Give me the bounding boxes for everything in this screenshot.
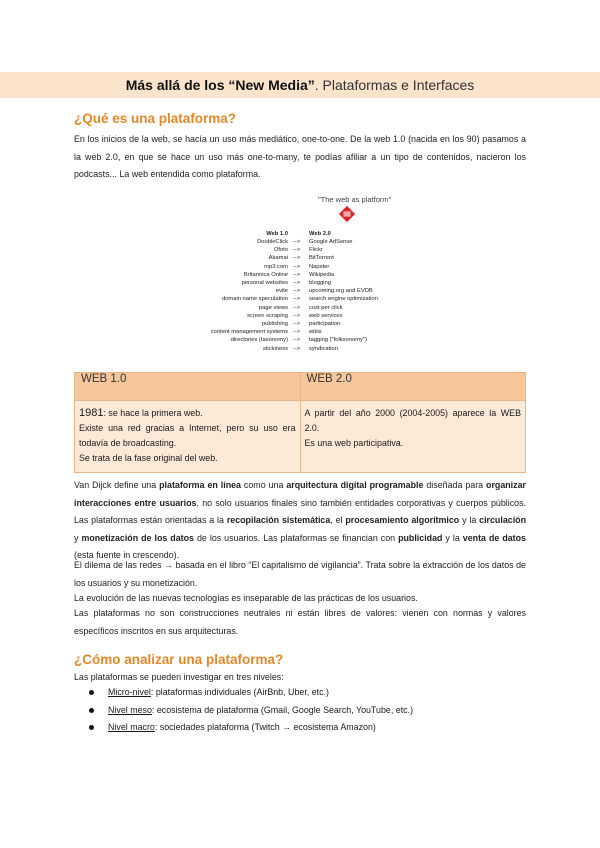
web1-line3: Se trata de la fase original del web. bbox=[79, 453, 218, 463]
list-item bbox=[74, 719, 526, 737]
figure-row-web2: Napster bbox=[309, 263, 330, 270]
figure-row-web2: participation bbox=[309, 321, 341, 327]
web2-logo-icon bbox=[338, 205, 356, 223]
figure-arrow: --> bbox=[293, 337, 301, 344]
list-item bbox=[74, 684, 526, 702]
level-desc: : ecosistema de plataforma (Gmail, Google Search, YouTube, etc.) bbox=[151, 704, 414, 715]
figure-row-web1: Britannica Online bbox=[243, 271, 288, 278]
figure-row-web2: Flickr bbox=[309, 247, 323, 254]
figure-row-web2: syndication bbox=[309, 345, 339, 352]
figure-row-web1: screen scraping bbox=[247, 312, 288, 319]
figure-caption: "The web as platform" bbox=[318, 195, 392, 204]
figure-arrow: --> bbox=[293, 247, 301, 254]
level-term: Nivel meso bbox=[108, 704, 152, 715]
figure-row-web2: Wikipedia bbox=[309, 271, 335, 278]
figure-row bbox=[180, 272, 420, 280]
figure-row-web2: Google AdSense bbox=[309, 239, 353, 245]
web-platform-figure bbox=[180, 195, 420, 375]
comparison-table bbox=[74, 372, 526, 473]
figure-row-web1: Ofoto bbox=[273, 247, 288, 254]
section-heading-analyze: ¿Cómo analizar una plataforma? bbox=[74, 652, 284, 667]
figure-row-web2: upcoming.org and EVDB bbox=[309, 288, 373, 295]
bullet-icon bbox=[89, 708, 94, 713]
bullet-icon bbox=[89, 725, 94, 730]
levels-list bbox=[74, 684, 526, 737]
figure-row bbox=[180, 280, 420, 288]
list-item bbox=[74, 702, 526, 720]
figure-row-web1: evite bbox=[275, 288, 288, 295]
web1-line1: : se hace la primera web. bbox=[103, 408, 203, 418]
intro-paragraph: En los inicios de la web, se hacía un uso más mediático, one-to-one. De la web 1.0 (nacida en los 90) pasamos a la web 2.0, en que se hace un uso más one-to-many, te podías afiliar a un tipo de contenidos, nacieron los podcasts... La web entendida como plataforma. bbox=[74, 134, 526, 179]
figure-arrow: --> bbox=[293, 321, 301, 327]
year-1981: 1981 bbox=[79, 407, 104, 419]
table-cell-web1 bbox=[75, 401, 301, 473]
figure-row bbox=[180, 337, 420, 345]
figure-row bbox=[180, 247, 420, 255]
figure-row-web1: stickiness bbox=[262, 345, 288, 352]
figure-arrow: --> bbox=[293, 288, 301, 295]
figure-row bbox=[180, 346, 420, 354]
figure-arrow: --> bbox=[293, 329, 301, 336]
van-dijck-paragraph: Van Dijck define una plataforma en línea como una arquitectura digital programable diseñada para organizar interacciones entre usuarios, no solo usuarios finales sino también entidades corporativas y cuerpos públicos. Las plataformas están orientadas a la recopilación sistemática, el procesamiento algorítmico y la circulación y monetización de los datos de los usuarios. Las plataformas se financian con publicidad y la venta de datos (esta fuente in crescendo). bbox=[74, 480, 526, 560]
figure-arrow: --> bbox=[293, 304, 301, 311]
figure-row bbox=[180, 255, 420, 263]
title-light: . Plataformas e Interfaces bbox=[314, 77, 475, 93]
figure-header-web1: Web 1.0 bbox=[266, 231, 288, 237]
figure-row bbox=[180, 305, 420, 313]
figure-row-web2: web services bbox=[309, 312, 343, 319]
table-cell-web2 bbox=[300, 401, 526, 473]
figure-header-row bbox=[180, 231, 420, 239]
dilemma-paragraph: El dilema de las redes → basada en el libro “El capitalismo de vigilancia”. Trata sobre la extracción de los datos de los usuarios y su monetización. bbox=[74, 560, 526, 588]
level-term: Nivel macro bbox=[108, 722, 155, 732]
figure-arrow: --> bbox=[293, 296, 301, 303]
figure-row-web1: content management systems bbox=[210, 329, 288, 336]
figure-row-web1: page views bbox=[258, 304, 288, 311]
figure-arrow: --> bbox=[293, 280, 301, 286]
figure-row-web1: mp3.com bbox=[264, 263, 288, 270]
figure-row-web1: personal websites bbox=[241, 280, 288, 286]
figure-row-web2: blogging bbox=[309, 280, 331, 286]
web2-line2: Es una web participativa. bbox=[304, 438, 404, 448]
figure-arrow: --> bbox=[293, 255, 301, 262]
figure-header-web2: Web 2.0 bbox=[309, 231, 331, 237]
figure-row-web2: wikis bbox=[309, 329, 322, 336]
figure-row bbox=[180, 329, 420, 337]
figure-row-web1: directories (taxonomy) bbox=[230, 337, 288, 344]
web1-line2: Existe una red gracias a Internet, pero su uso era todavía de broadcasting. bbox=[79, 423, 296, 448]
section-heading-platform: ¿Qué es una plataforma? bbox=[74, 111, 237, 126]
neutrality-paragraph: Las plataformas no son construcciones neutrales ni están libres de valores: vienen con normas y valores específicos inscritos en sus arquitecturas. bbox=[74, 608, 526, 636]
figure-row-web2: search engine optimization bbox=[309, 296, 378, 303]
figure-arrow: --> bbox=[293, 271, 301, 278]
bullet-icon bbox=[89, 690, 94, 695]
figure-arrow: --> bbox=[293, 345, 301, 352]
figure-row bbox=[180, 288, 420, 296]
level-desc: : plataformas individuales (AirBnb, Uber, etc.) bbox=[150, 687, 329, 697]
figure-row-web1: DoubleClick bbox=[257, 239, 288, 245]
figure-row bbox=[180, 321, 420, 329]
level-desc: : sociedades plataforma (Twitch → ecosistema Amazon) bbox=[154, 722, 376, 732]
level-term: Micro-nivel bbox=[108, 687, 151, 697]
figure-row-web1: domain name speculation bbox=[221, 296, 288, 303]
table-header-web1: WEB 1.0 bbox=[75, 373, 301, 401]
figure-row bbox=[180, 313, 420, 321]
web2-line1: A partir del año 2000 (2004-2005) aparece la WEB 2.0. bbox=[304, 408, 521, 433]
figure-row-web2: BitTorrent bbox=[309, 255, 334, 262]
figure-row-web1: publishing bbox=[261, 321, 288, 327]
document-title bbox=[0, 72, 600, 98]
evolution-paragraph: La evolución de las nuevas tecnologías es inseparable de las prácticas de los usuarios. bbox=[74, 593, 418, 603]
figure-row-web2: cost per click bbox=[309, 304, 343, 311]
figure-arrow: --> bbox=[293, 239, 301, 245]
figure-arrow: --> bbox=[293, 263, 301, 270]
figure-row bbox=[180, 264, 420, 272]
figure-row-web2: tagging ("folksonomy") bbox=[309, 337, 367, 344]
figure-row bbox=[180, 296, 420, 304]
figure-row-web1: Akamai bbox=[268, 255, 288, 262]
figure-arrow: --> bbox=[293, 312, 301, 319]
table-header-web2: WEB 2.0 bbox=[300, 373, 526, 401]
levels-intro: Las plataformas se pueden investigar en tres niveles: bbox=[74, 672, 284, 682]
figure-row bbox=[180, 239, 420, 247]
title-bold: Más allá de los “New Media” bbox=[125, 77, 315, 93]
